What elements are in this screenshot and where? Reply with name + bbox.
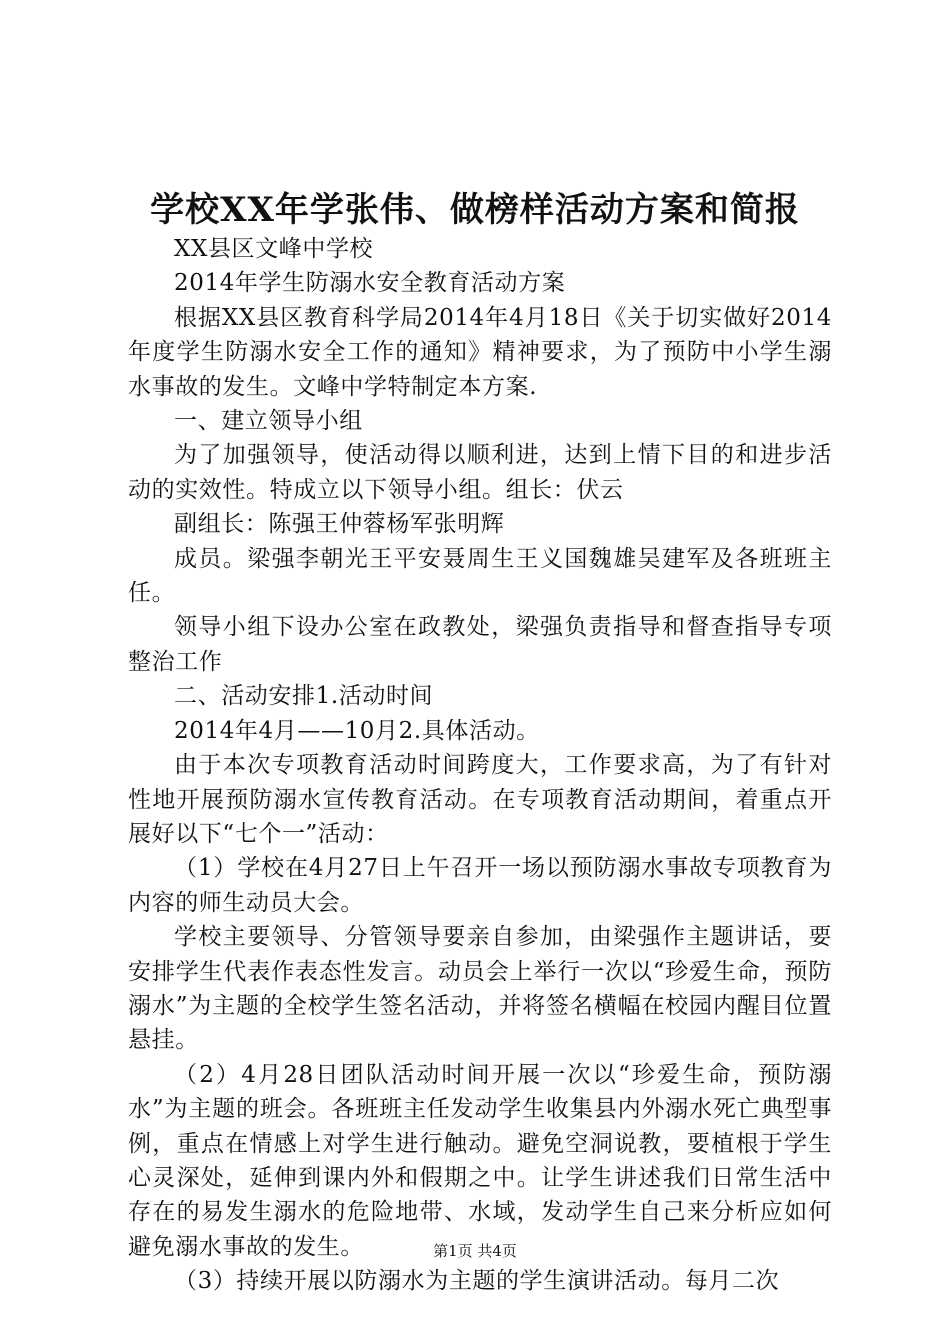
body-paragraph: 领导小组下设办公室在政教处，梁强负责指导和督查指导专项整治工作 [128,614,832,675]
body-paragraph: （1）学校在4月27日上午召开一场以预防溺水事故专项教育为内容的师生动员大会。 [128,855,832,916]
document-title: 学校XX年学张伟、做榜样活动方案和简报 [150,190,800,230]
body-paragraph: 学校主要领导、分管领导要亲自参加，由梁强作主题讲话，要安排学生代表作表态性发言。动员会上举行一次以“珍爱生命，预防溺水”为主题的全校学生签名活动，并将签名横幅在校园内醒目位置悬挂。 [128,924,832,1054]
document-body [128,232,832,1299]
section-heading: 一、建立领导小组 [174,408,363,435]
body-paragraph: 2014年4月——10月2.具体活动。 [174,717,540,744]
section-heading: 二、活动安排1.活动时间 [174,683,434,710]
school-name-line: XX县区文峰中学校 [174,236,374,262]
body-paragraph: （3）持续开展以防溺水为主题的学生演讲活动。每月二次 [174,1268,780,1295]
body-paragraph: 副组长：陈强王仲蓉杨军张明辉 [174,511,505,538]
page-number-footer: 第1页 共4页 [433,1242,517,1260]
body-paragraph: 成员。梁强李朝光王平安聂周生王义国魏雄吴建军及各班班主任。 [128,545,832,607]
body-paragraph: （2）4月28日团队活动时间开展一次以“珍爱生命，预防溺水”为主题的班会。各班班主任发动学生收集县内外溺水死亡典型事例，重点在情感上对学生进行触动。避免空洞说教，要植根于学生心灵深处，延伸到课内外和假期之中。让学生讲述我们日常生活中存在的易发生溺水的危险地带、水域，发动学生自己来分析应如何避免溺水事故的发生。 [128,1061,832,1260]
body-paragraph: 由于本次专项教育活动时间跨度大，工作要求高，为了有针对性地开展预防溺水宣传教育活动。在专项教育活动期间，着重点开展好以下“七个一”活动： [128,752,832,847]
body-paragraph: 根据XX县区教育科学局2014年4月18日《关于切实做好2014年度学生防溺水安全工作的通知》精神要求，为了预防中小学生溺水事故的发生。文峰中学特制定本方案. [128,304,832,400]
plan-title-line: 2014年学生防溺水安全教育活动方案 [174,270,566,297]
body-paragraph: 为了加强领导，使活动得以顺利进，达到上情下目的和进步活动的实效性。特成立以下领导小组。组长：伏云 [128,442,832,503]
